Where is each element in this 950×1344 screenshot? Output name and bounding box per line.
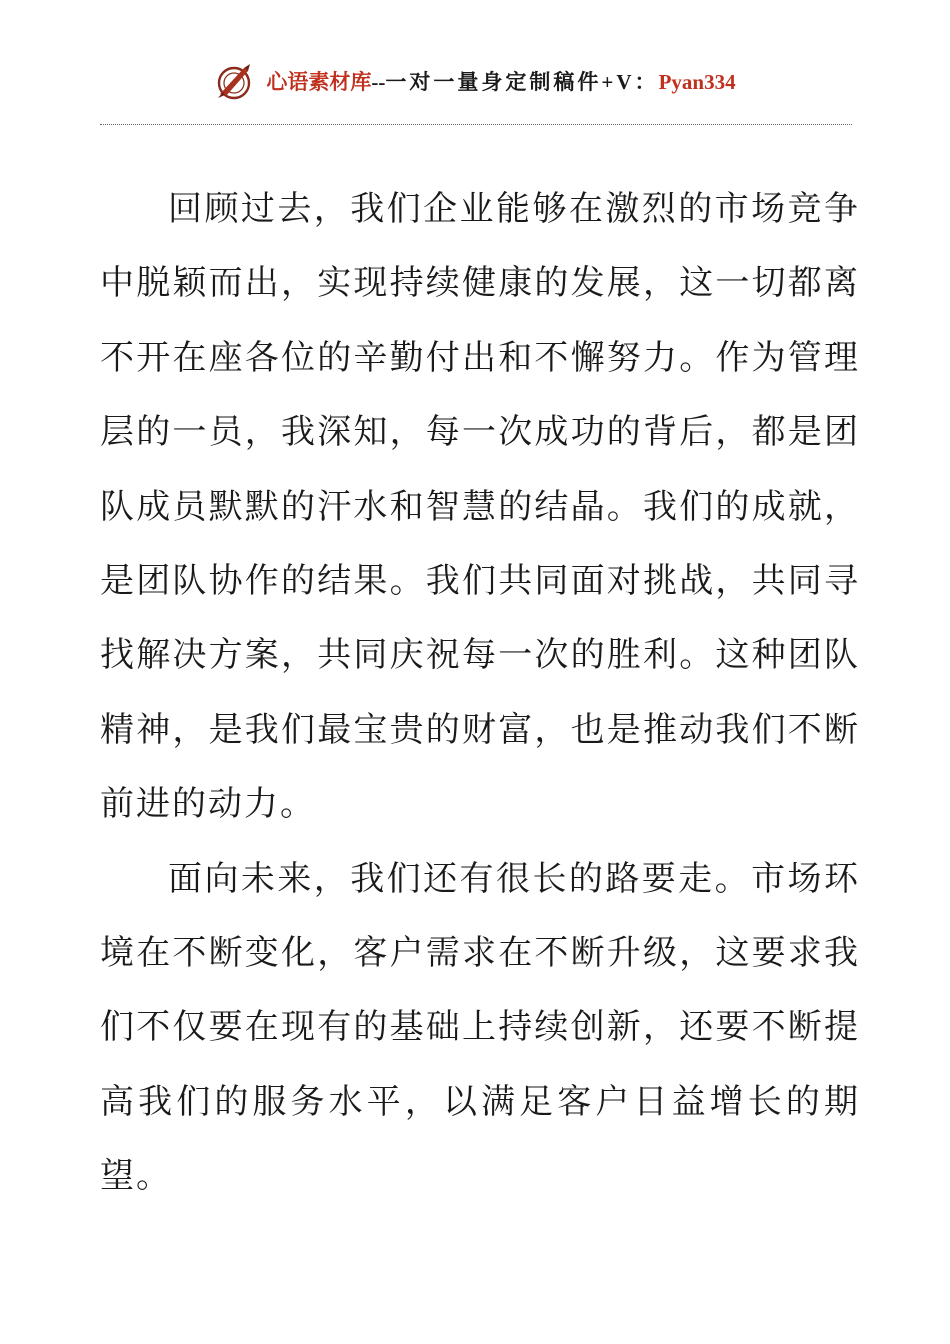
document-body <box>100 172 860 1214</box>
paragraph: 回顾过去，我们企业能够在激烈的市场竞争中脱颖而出，实现持续健康的发展，这一切都离不开在座各位的辛勤付出和不懈努力。作为管理层的一员，我深知，每一次成功的背后，都是团队成员默默的汗水和智慧的结晶。我们的成就，是团队协作的结果。我们共同面对挑战，共同寻找解决方案，共同庆祝每一次的胜利。这种团队精神，是我们最宝贵的财富，也是推动我们不断前进的动力。 <box>100 189 860 825</box>
page-header <box>0 60 950 104</box>
brand-name: 心语素材库 <box>266 69 372 94</box>
quill-pen-logo-icon <box>214 62 254 102</box>
header-divider <box>100 124 852 125</box>
paragraph: 面向未来，我们还有很长的路要走。市场环境在不断变化，客户需求在不断升级，这要求我们不仅要在现有的基础上持续创新，还要不断提高我们的服务水平，以满足客户日益增长的期望。 <box>100 858 860 1197</box>
header-slogan: 一对一量身定制稿件+V： <box>385 69 659 94</box>
contact-id: Pyan334 <box>658 69 736 94</box>
header-separator: -- <box>371 69 386 94</box>
header-title <box>266 69 736 94</box>
